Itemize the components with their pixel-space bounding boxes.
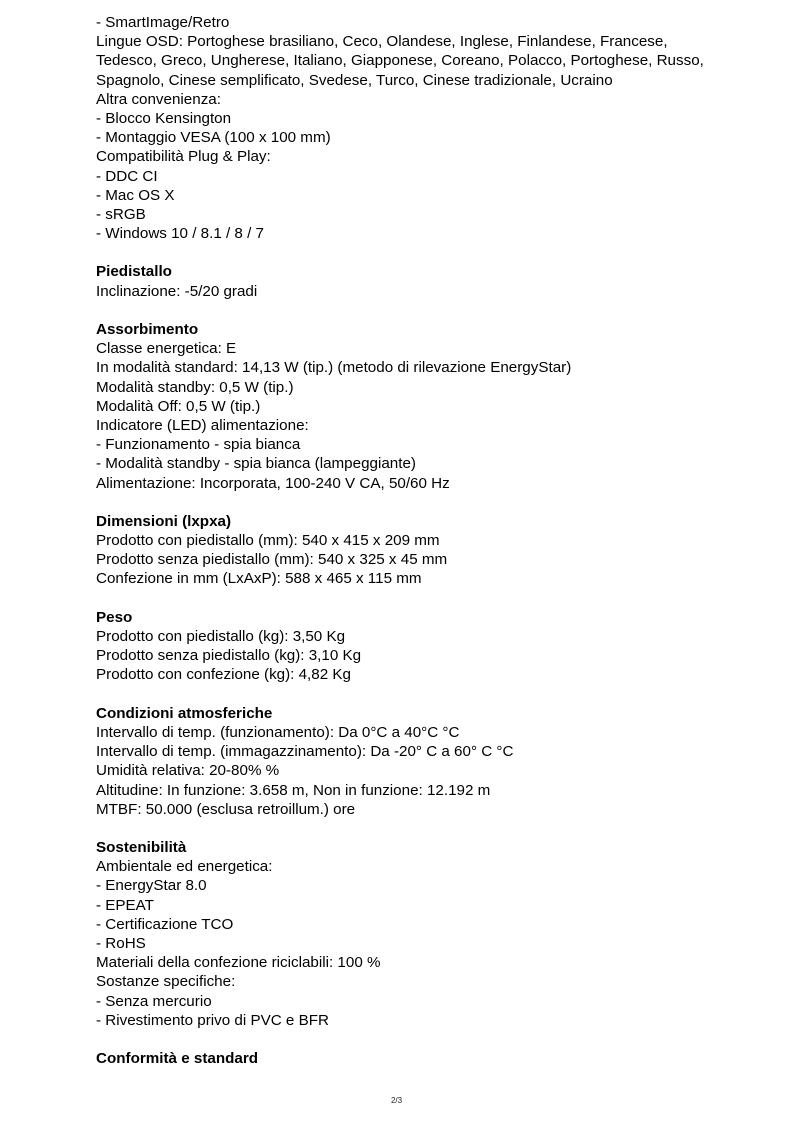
spacer [96,493,756,512]
text-line: - Funzionamento - spia bianca [96,436,301,454]
text-line: Umidità relativa: 20-80% % [96,762,280,780]
text-line: Lingue OSD: Portoghese brasiliano, Ceco, Olandese, Inglese, Finlandese, Francese, [96,33,668,51]
section-peso [96,608,756,685]
text-line: - EnergyStar 8.0 [96,877,207,895]
text-line: - Certificazione TCO [96,915,234,933]
text-line: Tedesco, Greco, Ungherese, Italiano, Giapponese, Coreano, Polacco, Portoghese, Russo, [96,52,704,70]
text-line: - EPEAT [96,896,154,914]
text-line: - Senza mercurio [96,992,212,1010]
section-sostenibilita [96,838,756,1030]
text-line: - SmartImage/Retro [96,14,230,31]
text-line: Confezione in mm (LxAxP): 588 x 465 x 115 mm [96,570,422,588]
section-heading: Piedistallo [96,263,172,281]
section-dimensioni [96,512,756,589]
text-line: Compatibilità Plug & Play: [96,148,271,166]
spacer [96,589,756,608]
text-line: Classe energetica: E [96,340,237,358]
text-line: Prodotto con confezione (kg): 4,82 Kg [96,666,351,684]
text-line: Inclinazione: -5/20 gradi [96,282,258,300]
section-heading: Condizioni atmosferiche [96,704,273,722]
text-line: - sRGB [96,205,146,223]
section-heading: Conformità e standard [96,1050,259,1068]
text-line: Sostanze specifiche: [96,973,236,991]
text-line: Prodotto con piedistallo (mm): 540 x 415 x 209 mm [96,532,440,550]
text-line: Altra convenienza: [96,90,221,108]
section-conformita [96,1049,756,1068]
text-line: - Blocco Kensington [96,109,232,127]
section-assorbimento [96,320,756,493]
spacer [96,243,756,262]
text-line: Modalità standby: 0,5 W (tip.) [96,378,294,396]
spacer [96,819,756,838]
text-line: Altitudine: In funzione: 3.658 m, Non in funzione: 12.192 m [96,781,491,799]
text-line: - Modalità standby - spia bianca (lampeggiante) [96,455,416,473]
text-line: Prodotto con piedistallo (kg): 3,50 Kg [96,628,346,645]
text-line: In modalità standard: 14,13 W (tip.) (metodo di rilevazione EnergyStar) [96,359,572,377]
section-heading: Sostenibilità [96,839,187,857]
section-heading: Dimensioni (lxpxa) [96,512,232,530]
text-line: - Mac OS X [96,186,175,204]
spacer [96,301,756,320]
text-line: - Windows 10 / 8.1 / 8 / 7 [96,225,264,243]
text-line: - RoHS [96,935,146,952]
text-line: Prodotto senza piedistallo (kg): 3,10 Kg [96,647,362,665]
text-line: - Montaggio VESA (100 x 100 mm) [96,129,331,147]
text-line: Materiali della confezione riciclabili: 100 % [96,954,381,972]
text-line: Indicatore (LED) alimentazione: [96,416,309,434]
text-line: - Rivestimento privo di PVC e BFR [96,1011,329,1029]
text-line: Spagnolo, Cinese semplificato, Svedese, Turco, Cinese tradizionale, Ucraino [96,71,613,89]
text-line: Alimentazione: Incorporata, 100-240 V CA, 50/60 Hz [96,474,450,492]
section-condizioni-atmosferiche [96,704,756,819]
spacer [96,685,756,704]
text-line: Intervallo di temp. (immagazzinamento): Da -20° C a 60° C °C [96,743,514,761]
spacer [96,1030,756,1049]
text-line: Prodotto senza piedistallo (mm): 540 x 325 x 45 mm [96,551,448,569]
intro-block [96,13,756,243]
text-line: Modalità Off: 0,5 W (tip.) [96,397,261,415]
text-line: MTBF: 50.000 (esclusa retroillum.) ore [96,800,356,818]
document-content [96,13,756,1068]
text-line: Intervallo di temp. (funzionamento): Da 0°C a 40°C °C [96,723,460,741]
section-heading: Assorbimento [96,321,199,338]
text-line: - DDC CI [96,167,158,185]
section-piedistallo [96,262,756,300]
section-heading: Peso [96,608,133,626]
text-line: Ambientale ed energetica: [96,858,273,876]
page-number: 2/3 [390,1096,403,1105]
